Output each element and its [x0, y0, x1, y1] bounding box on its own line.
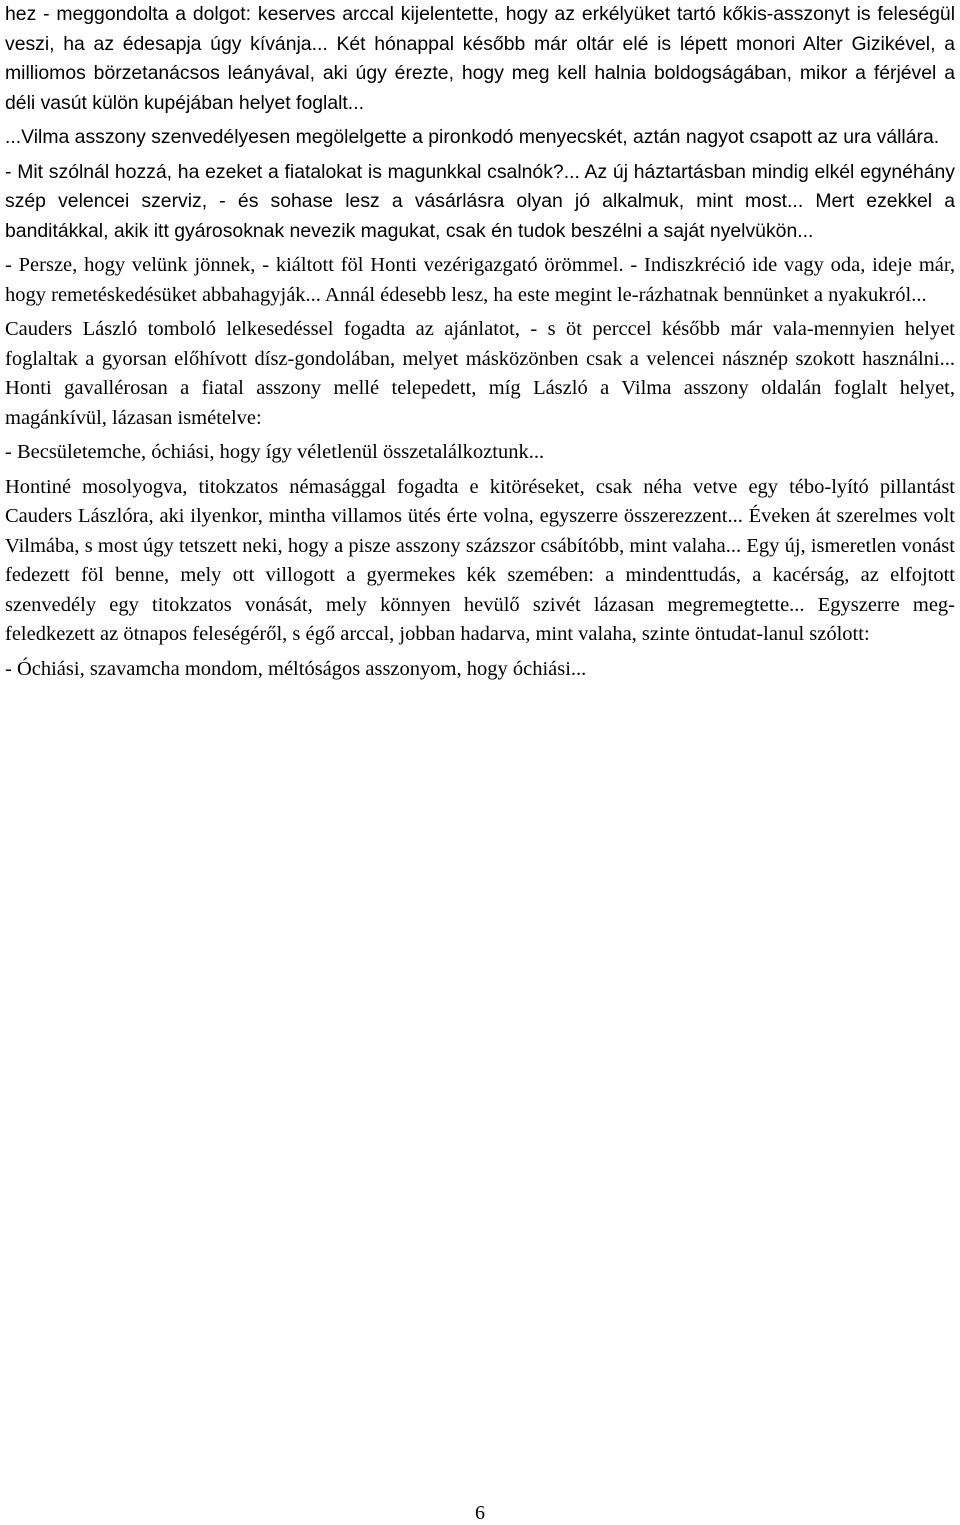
paragraph-2: ...Vilma asszony szenvedélyesen megölelgette a pironkodó menyecskét, aztán nagyot csapott az ura vállára. — [5, 126, 940, 148]
paragraph-3: - Mit szólnál hozzá, ha ezeket a fiatalokat is magunkkal csalnók?... Az új háztartásban mindig elkél egynéhány szép velencei szerviz, - és sohase lesz a vásárlásra olyan jó alkalmuk, mint most... Mert ezekkel a banditákkal, akik itt gyárosoknak nevezik magukat, csak én tudok beszélni a saját nyelvükön... — [5, 160, 955, 242]
page-number: 6 — [475, 1502, 485, 1524]
document-page — [5, 0, 955, 684]
paragraph-7: Hontiné mosolyogva, titokzatos némasággal fogadta e kitöréseket, csak néha vetve egy tébo-lyító pillantást Cauders Lászlóra, aki ilyenkor, mintha villamos ütés érte volna, egyszerre összerezzent... Éveken át szerelmes volt Vilmába, s most úgy tetszett neki, hogy a pisze asszony százszor csábítóbb, mint valaha... Egy új, ismeretlen vonást fedezett föl benne, mely ott villogott a gyermekes kék szemében: a mindenttudás, a kacérság, az elfojtott szenvedély egy titokzatos vonását, mely könnyen hevülő szivét lázasan megremegtette... Egyszerre meg-feledkezett az ötnapos feleségéről, s égő arccal, jobban hadarva, mint valaha, szinte öntudat-lanul szólott: — [5, 475, 955, 645]
paragraph-4: - Persze, hogy velünk jönnek, - kiáltott föl Honti vezérigazgató örömmel. - Indiszkréció ide vagy oda, ideje már, hogy remetéskedésüket abbahagyják... Annál édesebb lesz, ha este megint le-rázhatnak bennünket a nyakukról... — [5, 254, 955, 306]
paragraph-5: Cauders László tomboló lelkesedéssel fogadta az ajánlatot, - s öt perccel később már vala-mennyien helyet foglaltak a gyorsan előhívott dísz-gondolában, melyet másközönben csak a velencei násznép szokott használni... Honti gavallérosan a fiatal asszony mellé telepedett, míg László a Vilma asszony oldalán foglalt helyet, magánkívül, lázasan ismételve: — [5, 318, 955, 429]
paragraph-1: hez - meggondolta a dolgot: keserves arccal kijelentette, hogy az erkélyüket tartó kőkis-asszonyt is feleségül veszi, ha az édesapja úgy kívánja... Két hónappal később már oltár elé is lépett monori Alter Gizikével, a milliomos börzetanácsos leányával, aki úgy érezte, hogy meg kell halnia boldogságában, mikor a férjével a déli vasút külön kupéjában helyet foglalt... — [5, 3, 955, 114]
paragraph-8: - Óchiási, szavamcha mondom, méltóságos asszonyom, hogy óchiási... — [5, 657, 587, 680]
paragraph-6: - Becsületemche, óchiási, hogy így véletlenül összetalálkoztunk... — [5, 441, 545, 463]
